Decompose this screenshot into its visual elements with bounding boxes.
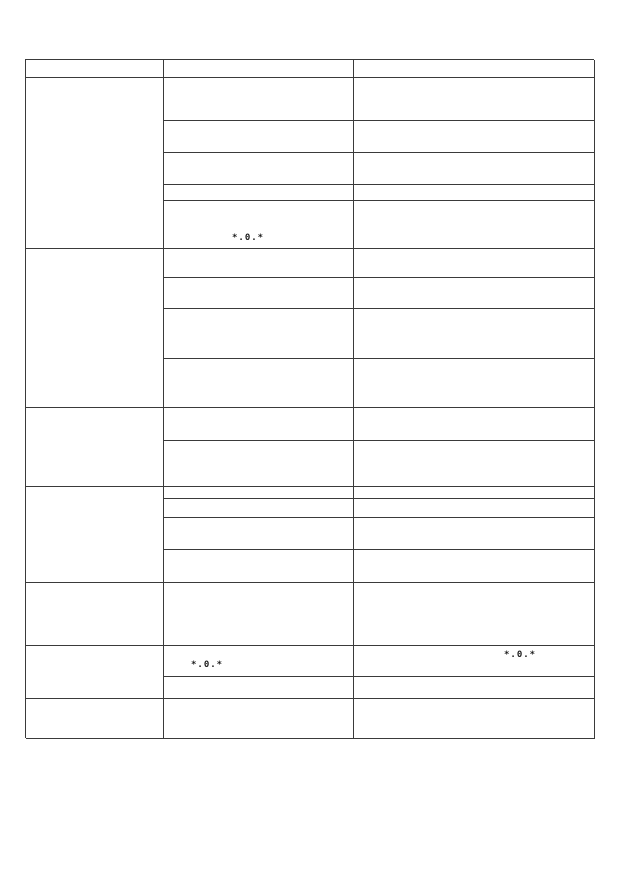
table-section-3	[26, 408, 594, 487]
section-7-label-cell	[26, 699, 164, 739]
table-section-1	[26, 78, 594, 249]
table-cell	[164, 487, 354, 499]
table-cell	[164, 518, 354, 550]
table-cell	[354, 359, 595, 408]
table-cell	[164, 499, 354, 518]
section-5-subrows	[164, 583, 595, 646]
header-cell-col2	[164, 60, 354, 78]
table-cell	[164, 408, 354, 441]
table-cell	[354, 309, 595, 359]
table-section-2	[26, 249, 594, 408]
table-section-7	[26, 699, 594, 739]
table-cell	[164, 153, 354, 185]
table-cell	[164, 359, 354, 408]
table-section-4	[26, 487, 594, 583]
table-cell	[164, 677, 354, 699]
table-cell	[354, 487, 595, 499]
table-cell	[354, 583, 595, 646]
table-cell	[354, 518, 595, 550]
section-5-label-cell	[26, 583, 164, 646]
table-cell	[164, 78, 354, 121]
table-cell	[354, 153, 595, 185]
table-cell	[164, 583, 354, 646]
section-1-subrows	[164, 78, 595, 249]
table-row	[164, 185, 595, 201]
table-row	[164, 153, 595, 185]
header-cell-col1	[26, 60, 164, 78]
table-row	[164, 408, 595, 441]
table-row	[164, 518, 595, 550]
table-cell	[354, 550, 595, 583]
table-cell	[354, 201, 595, 249]
table-cell	[164, 441, 354, 487]
table-cell	[164, 185, 354, 201]
table-cell	[164, 278, 354, 309]
table-row	[164, 499, 595, 518]
table-row	[164, 201, 595, 249]
table-cell	[354, 499, 595, 518]
table-cell	[354, 699, 595, 739]
section-7-subrows	[164, 699, 595, 739]
table-row	[164, 550, 595, 583]
table-row	[164, 121, 595, 153]
table-row	[164, 677, 595, 699]
table-cell	[354, 185, 595, 201]
table-row	[164, 487, 595, 499]
table-cell	[164, 121, 354, 153]
placeholder-version-cell: *.0.*	[164, 201, 354, 249]
table-section-5	[26, 583, 594, 646]
section-1-label-cell	[26, 78, 164, 249]
table-row	[164, 699, 595, 739]
table-header-row	[26, 60, 594, 78]
table-row	[164, 583, 595, 646]
table-row	[164, 249, 595, 278]
table-cell	[354, 249, 595, 278]
placeholder-version-cell: *.0.*	[354, 646, 595, 677]
table-section-6	[26, 646, 594, 699]
section-3-subrows	[164, 408, 595, 487]
table-cell	[354, 78, 595, 121]
section-4-subrows	[164, 487, 595, 583]
section-3-label-cell	[26, 408, 164, 487]
table-cell	[354, 408, 595, 441]
table-cell	[354, 121, 595, 153]
section-6-subrows	[164, 646, 595, 699]
table-row	[164, 646, 595, 677]
header-cell-col3	[354, 60, 595, 78]
table-cell	[164, 249, 354, 278]
section-4-label-cell	[26, 487, 164, 583]
placeholder-version-cell: *.0.*	[164, 646, 354, 677]
table-row	[164, 441, 595, 487]
table-cell	[354, 677, 595, 699]
table-row	[164, 359, 595, 408]
table-cell	[164, 699, 354, 739]
table-cell	[354, 441, 595, 487]
table-cell	[354, 278, 595, 309]
table-row	[164, 309, 595, 359]
section-2-subrows	[164, 249, 595, 408]
table-cell	[164, 550, 354, 583]
section-6-label-cell	[26, 646, 164, 699]
table-row	[164, 78, 595, 121]
section-2-label-cell	[26, 249, 164, 408]
blank-spec-table	[25, 59, 594, 738]
table-row	[164, 278, 595, 309]
table-cell	[164, 309, 354, 359]
